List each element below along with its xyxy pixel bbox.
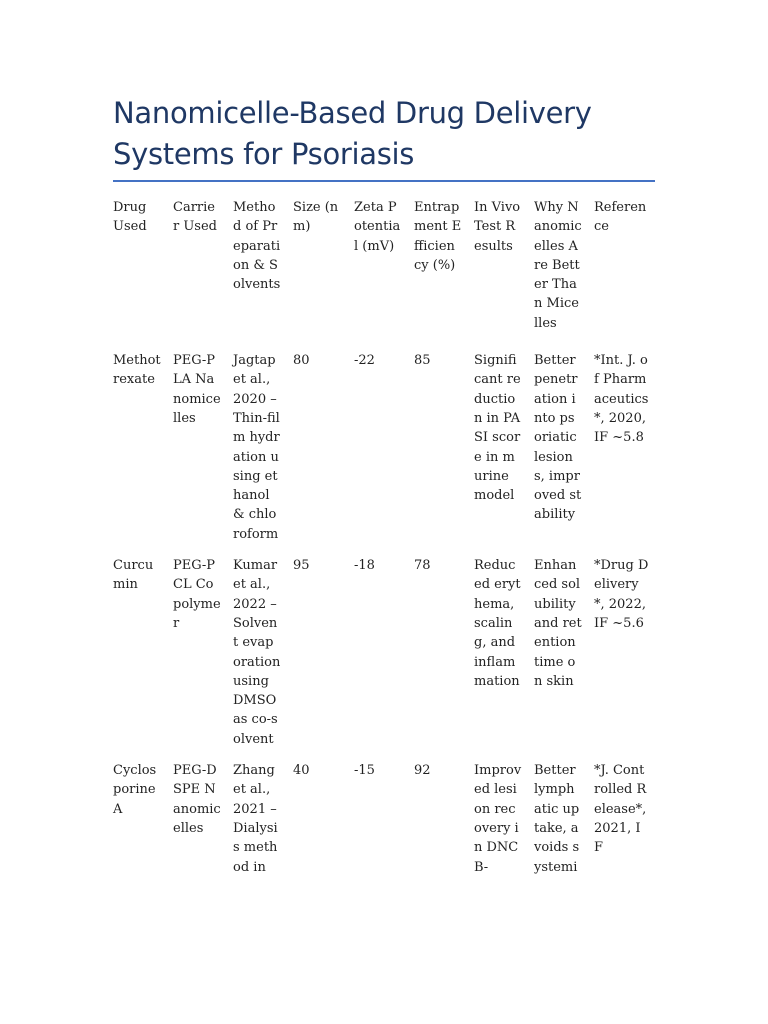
header-cell: Entrapment Efficiency (%) xyxy=(414,200,462,273)
nanomicelle-table xyxy=(107,198,655,889)
table-cell: Kumar et al., 2022 – Solvent evaporation using DMSO as co-solvent xyxy=(233,558,281,747)
table-row xyxy=(107,556,655,761)
header-cell: Size (nm) xyxy=(293,200,339,235)
table-cell: PEG-PCL Copolymer xyxy=(173,558,221,631)
table-cell: Enhanced solubility and retention time on skin xyxy=(534,558,582,689)
table-cell: 40 xyxy=(293,763,310,779)
header-cell: Carrier Used xyxy=(173,200,217,235)
table-cell: -22 xyxy=(354,353,375,369)
table-cell: Zhang et al., 2021 – Dialysis method in xyxy=(233,763,278,875)
table-cell: 78 xyxy=(414,558,431,574)
table-cell: PEG-PLA Nanomicelles xyxy=(173,353,221,426)
document-title: Nanomicelle-Based Drug Delivery Systems for Psoriasis xyxy=(113,96,592,171)
title-underline xyxy=(113,180,655,182)
table-cell: Methotrexate xyxy=(113,353,161,388)
table-cell: Improved lesion recovery in DNCB- xyxy=(474,763,522,875)
table-cell: Reduced erythema, scaling, and inflammation xyxy=(474,558,521,689)
table-cell: *J. Controlled Release*, 2021, IF xyxy=(594,763,647,856)
table-cell: Better lymphatic uptake, avoids systemi xyxy=(534,763,580,875)
table-cell: *Int. J. of Pharmaceutics*, 2020, IF ~5.8 xyxy=(594,353,649,446)
table-cell: PEG-DSPE Nanomicelles xyxy=(173,763,221,836)
table-cell: 80 xyxy=(293,353,310,369)
table-cell: -15 xyxy=(354,763,375,779)
table-row xyxy=(107,761,655,889)
header-cell: In Vivo Test Results xyxy=(474,200,521,254)
table-row xyxy=(107,351,655,556)
header-cell: Method of Preparation & Solvents xyxy=(233,200,281,293)
header-cell: Zeta Potential (mV) xyxy=(354,200,401,254)
table-cell: *Drug Delivery*, 2022, IF ~5.6 xyxy=(594,558,649,631)
table-cell: -18 xyxy=(354,558,375,574)
table-cell: 85 xyxy=(414,353,431,369)
table-cell: Significant reduction in PASI score in murine model xyxy=(474,353,521,504)
table-cell: Better penetration into psoriatic lesions, improved stability xyxy=(534,353,582,523)
table-cell: 95 xyxy=(293,558,310,574)
table-cell: Curcumin xyxy=(113,558,154,593)
header-cell: Drug Used xyxy=(113,200,147,235)
header-cell: Why Nanomicelles Are Better Than Micelles xyxy=(534,200,582,331)
table-cell: Jagtap et al., 2020 – Thin-film hydration using ethanol & chloroform xyxy=(233,353,280,542)
table-header-row xyxy=(107,198,655,351)
table-cell: 92 xyxy=(414,763,431,779)
table-cell: Cyclosporine A xyxy=(113,763,157,817)
header-cell: Reference xyxy=(594,200,647,235)
